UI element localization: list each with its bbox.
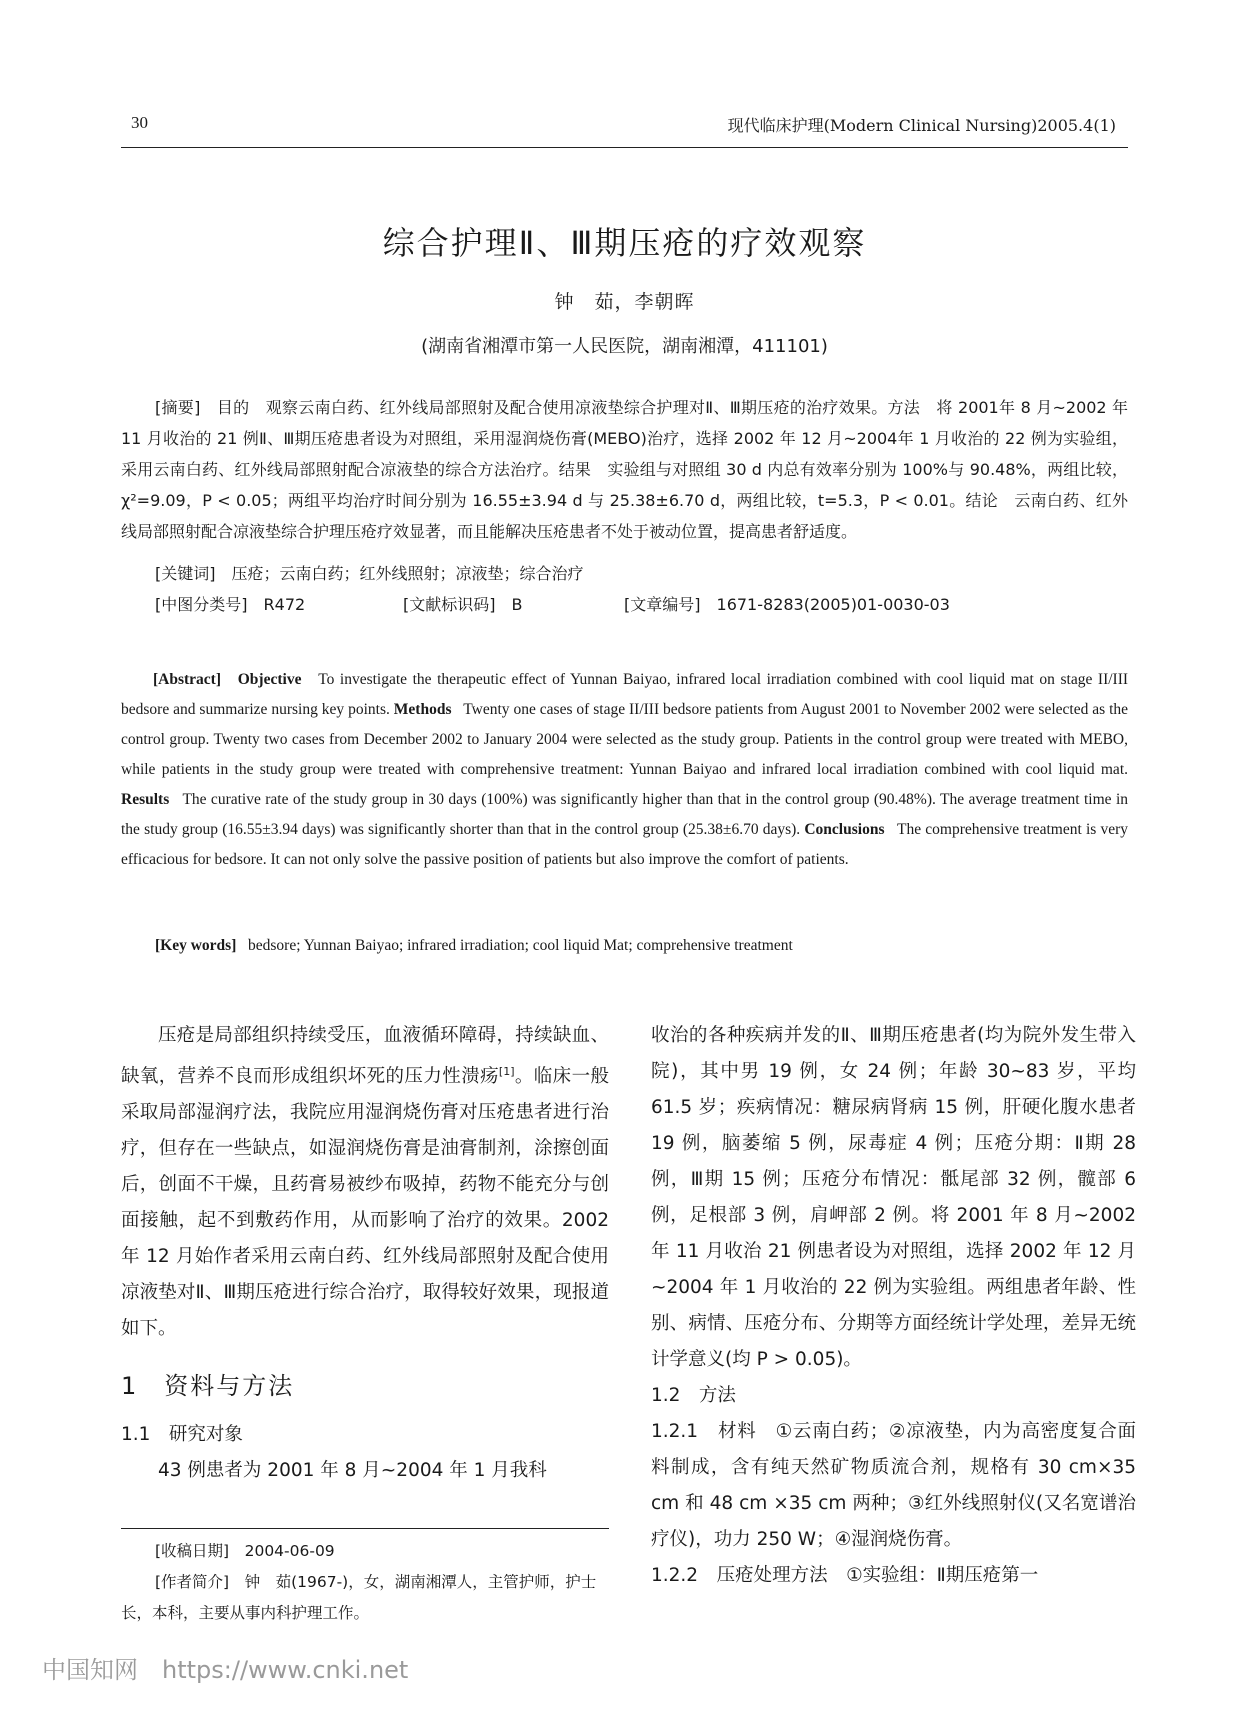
intro-text-a: 压疮是局部组织持续受压，血液循环障碍，持续缺血、缺氧，营养不良而形成组织坏死的压力性溃疡 bbox=[121, 1025, 609, 1088]
abstract-en bbox=[121, 665, 1128, 875]
footnote-rule bbox=[121, 1528, 609, 1529]
objective-text: To investigate the therapeutic effect of Yunnan Baiyao, infrared local irradiation combined with cool liquid mat on stage II/III bedsore and summarize nursing key points. bbox=[121, 671, 1129, 718]
page-number: 30 bbox=[131, 113, 148, 132]
received-date: [收稿日期] 2004-06-09 bbox=[155, 1542, 335, 1560]
paper-affiliation: (湖南省湘潭市第一人民医院，湖南湘潭，411101) bbox=[421, 336, 828, 357]
article-value: 1671-8283(2005)01-0030-03 bbox=[716, 595, 950, 614]
keywords-en bbox=[155, 937, 793, 955]
conclusions-text: The comprehensive treatment is very efficacious for bedsore. It can not only solve the passive position of patients but also improve the comfort of patients. bbox=[121, 821, 1128, 868]
footnote bbox=[121, 1536, 609, 1629]
results-text: The curative rate of the study group in 30 days (100%) was significantly higher than that in the control group (90.48%). The average treatment time in the study group (16.55±3.94 days) was significantly shorter than that in the control group (25.38±6.70 days). bbox=[121, 791, 1129, 838]
keywords-cn bbox=[155, 561, 584, 584]
section-1-heading: 1 资料与方法 bbox=[121, 1372, 295, 1401]
keywords-en-label: [Key words] bbox=[155, 937, 237, 954]
header-rule bbox=[121, 147, 1128, 148]
author-info: [作者简介] 钟 茹(1967-)，女，湖南湘潭人，主管护师，护士长，本科，主要从事内科护理工作。 bbox=[121, 1573, 597, 1622]
citation-ref: [1] bbox=[498, 1065, 515, 1078]
objective-label: Objective bbox=[237, 671, 302, 688]
section-1-2-heading: 1.2 方法 bbox=[651, 1385, 736, 1406]
doc-value: B bbox=[511, 595, 523, 614]
keywords-cn-text: 压疮；云南白药；红外线照射；凉液垫；综合治疗 bbox=[231, 564, 584, 583]
abstract-cn bbox=[121, 392, 1128, 547]
article-label: [文章编号] bbox=[624, 595, 701, 614]
intro-text-b: 。临床一般采取局部湿润疗法，我院应用湿润烧伤膏对压疮患者进行治疗，但存在一些缺点，如湿润烧伤膏是油膏制剂，涂擦创面后，创面不干燥，且药膏易被纱布吸掉，药物不能充分与创面接触，起不到敷药作用，从而影响了治疗的效果。2002 年 12 月始作者采用云南白药、红外线局部照射及配合使用凉液垫对Ⅱ、Ⅲ期压疮进行综合治疗，取得较好效果，现报道如下。 bbox=[121, 1066, 609, 1340]
clc-value: R472 bbox=[263, 595, 306, 614]
classification-line bbox=[155, 592, 305, 615]
cnki-watermark: 中国知网 https://www.cnki.net bbox=[42, 1656, 409, 1684]
clc-label: [中图分类号] bbox=[155, 595, 248, 614]
running-head: 现代临床护理(Modern Clinical Nursing)2005.4(1) bbox=[727, 116, 1116, 135]
body-right-column bbox=[651, 1018, 1136, 1594]
abstract-en-label: [Abstract] bbox=[153, 671, 222, 688]
results-label: Results bbox=[121, 791, 170, 808]
intro-paragraph bbox=[121, 1018, 609, 1347]
paper-title: 综合护理Ⅱ、Ⅲ期压疮的疗效观察 bbox=[382, 224, 867, 262]
keywords-en-text: bedsore; Yunnan Baiyao; infrared irradiation; cool liquid Mat; comprehensive treatment bbox=[248, 937, 793, 954]
abstract-cn-label: [摘要] bbox=[155, 398, 201, 417]
keywords-cn-label: [关键词] bbox=[155, 564, 216, 583]
abstract-cn-text: 目的 观察云南白药、红外线局部照射及配合使用凉液垫综合护理对Ⅱ、Ⅲ期压疮的治疗效果。方法 将 2001年 8 月~2002 年 11 月收治的 21 例Ⅱ、Ⅲ期压疮患者设为对照组，采用湿润烧伤膏(MEBO)治疗，选择 2002 年 12 月~2004年 1 月收治的 22 例为实验组，采用云南白药、红外线局部照射配合凉液垫的综合方法治疗。结果 实验组与对照组 30 d 内总有效率分别为 100%与 90.48%，两组比较，χ²=9.09，P < 0.05；两组平均治疗时间分别为 16.55±3.94 d 与 25.38±6.70 d，两组比较，t=5.3，P < 0.01。结论 云南白药、红外线局部照射配合凉液垫综合护理压疮疗效显著，而且能解决压疮患者不处于被动位置，提高患者舒适度。 bbox=[121, 398, 1128, 541]
doc-label: [文献标识码] bbox=[403, 595, 496, 614]
section-1-1-text: 43 例患者为 2001 年 8 月~2004 年 1 月我科 bbox=[158, 1460, 547, 1482]
methods-label: Methods bbox=[393, 701, 452, 718]
methods-text: Twenty one cases of stage II/III bedsore patients from August 2001 to November 2002 were selected as the control group. Twenty two cases from December 2002 to January 2004 were selected as the study group. Patients in the control group were treated with MEBO, while patients in the study group were treated with comprehensive treatment: Yunnan Baiyao and infrared local irradiation combined with cool liquid mat. bbox=[121, 701, 1129, 778]
body-left-column bbox=[121, 1018, 609, 1489]
section-1-2-1: 1.2.1 材料 ①云南白药；②凉液垫，内为高密度复合面料制成，含有纯天然矿物质流合剂，规格有 30 cm×35 cm 和 48 cm ×35 cm 两种；③红外线照射仪(又名宽谱治疗仪)，功力 250 W；④湿润烧伤膏。 bbox=[651, 1421, 1136, 1550]
conclusions-label: Conclusions bbox=[804, 821, 885, 838]
article-number bbox=[624, 592, 950, 615]
section-1-2-2: 1.2.2 压疮处理方法 ①实验组：Ⅱ期压疮第一 bbox=[651, 1565, 1039, 1586]
paper-authors: 钟 茹，李朝晖 bbox=[554, 291, 695, 313]
section-1-1-heading: 1.1 研究对象 bbox=[121, 1424, 243, 1446]
doc-code bbox=[403, 592, 523, 615]
subjects-paragraph: 收治的各种疾病并发的Ⅱ、Ⅲ期压疮患者(均为院外发生带入院)，其中男 19 例，女 24 例；年龄 30~83 岁，平均 61.5 岁；疾病情况：糖尿病肾病 15 例，肝硬化腹水患者 19 例，脑萎缩 5 例，尿毒症 4 例；压疮分期：Ⅱ期 28 例，Ⅲ期 15 例；压疮分布情况：骶尾部 32 例，髋部 6 例，足根部 3 例，肩岬部 2 例。将 2001 年 8 月~2002 年 11 月收治 21 例患者设为对照组，选择 2002 年 12 月~2004 年 1 月收治的 22 例为实验组。两组患者年龄、性别、病情、压疮分布、分期等方面经统计学处理，差异无统计学意义(均 P > 0.05)。 bbox=[651, 1025, 1136, 1370]
